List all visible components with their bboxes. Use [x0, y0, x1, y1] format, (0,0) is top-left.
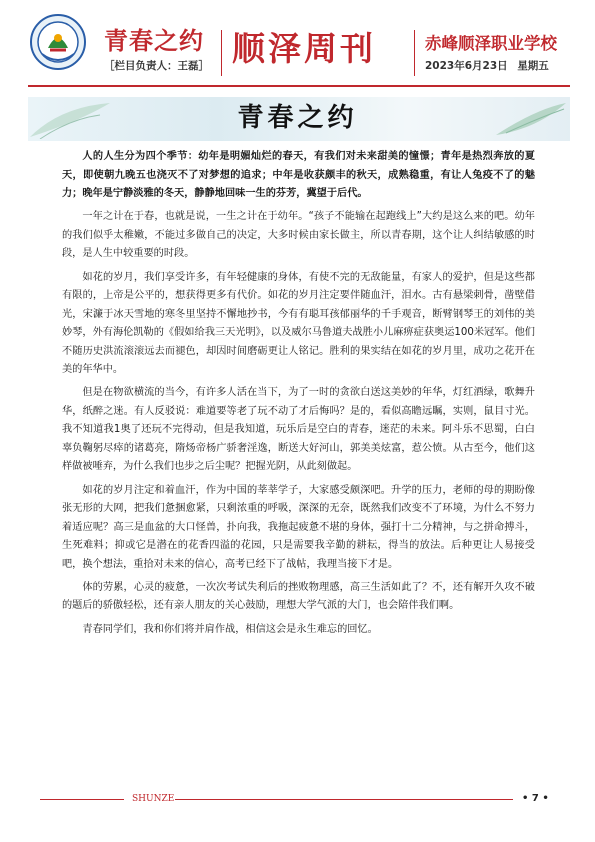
paragraph: 一年之计在于春，也就是说，一生之计在于幼年。“孩子不能输在起跑线上”大约是这么来的吧。幼年的我们似乎太稚嫩，不能过多做自己的决定，大多时候由家长做主，所以青春期，这个让人纠结敏感的时段，是人生中较重要的时段。 [62, 211, 535, 260]
paragraph: 如花的岁月，我们享受许多，有年轻健康的身体，有使不完的无敌能量，有家人的爱护，但是这些都有限的，上帝是公平的，想获得更多有代价。如花的岁月注定要伴随血汗，泪水。古有悬梁刺骨，凿壁借光，宋濂于冰天雪地的寒冬里坚持不懈地抄书，今有有聪耳孩郁丽华的千手观音，断臂钢琴王的刘伟的美妙琴，外有海伦凯勒的《假如给我三天光明》，以及威尔马鲁道夫战胜小儿麻痹症获奥运100米冠军。他们不随历史洪流滚滚远去而褪色，却因时间磨砺更让人铭记。胜利的果实结在如花的岁月里，成功之花开在美的年华中。 [62, 271, 535, 376]
paragraph: 如花的岁月注定和着血汗，作为中国的莘莘学子，大家感受颇深吧。升学的压力，老师的母的期盼像张无形的大网，把我们惫捆愈紧，只剩浓重的呼吸，深深的无奈，既然我们改变不了环境，为什么不努力着适应呢？高三是血盆的大口怪兽，扑向我，我拖起疲惫不堪的身体，强打十二分精神，与之拼命搏斗，生死难料；抑或它是潜在的花香四溢的花园，只是需要我辛勤的耕耘，得当的放法。后种更让人易接受吧，换个想法，重拾对未来的信心，高考已经下了战帖，我理当接下才是。 [62, 484, 535, 570]
paper-name: 顺泽周刊 [232, 29, 376, 68]
weekday-text: 星期五 [517, 60, 549, 72]
page-number: • 7 • [522, 793, 549, 804]
school-emblem-icon [30, 14, 86, 70]
divider-left [221, 30, 222, 76]
masthead [0, 0, 595, 92]
footer-rule-left [40, 799, 124, 800]
paragraph: 但是在物欲横流的当今，有许多人活在当下，为了一时的贪欲白送这美妙的年华，灯红酒绿，歌舞升华，纸醉之迷。有人反驳说：难道要等老了玩不动了才后悔吗？是的，看似高瞻远瞩，实则，鼠目寸光。我不知道我1奥了还玩不完得动，但是我知道，玩乐后是空白的青春，迷茫的未来。阿斗乐不思蜀，白白辜负鞠躬尽瘁的诸葛亮，隋炀帝杨广骄奢淫逸，断送大好河山，郭美美炫富，惹公愤。从古至今，他们这样做被唾弃，为什么我们也步之后尘呢？把握光阴，从此刻做起。 [62, 387, 535, 473]
issue-date [425, 60, 555, 72]
footer-rule-right [175, 799, 513, 800]
paragraph: 青春同学们，我和你们将并肩作战，相信这会是永生难忘的回忆。 [82, 623, 378, 635]
header-rule [28, 85, 570, 87]
article-body [62, 148, 535, 644]
date-text: 2023年6月23日 [425, 60, 508, 72]
column-title: 青春之约 [104, 27, 204, 55]
paragraph: 体的劳累，心灵的疲惫，一次次考试失利后的挫败物理感，高三生活如此了？不，还有解开久攻不破的题后的骄傲轻松，还有亲人朋友的关心鼓励，理想大学气派的大门，也会陪伴我们啊。 [62, 581, 535, 612]
column-editor: ［栏目负责人：王磊］ [104, 60, 209, 72]
article-title: 青春之约 [237, 103, 358, 133]
paragraph: 人的人生分为四个季节：幼年是明媚灿烂的春天，有我们对未来甜美的憧憬；青年是热烈奔放的夏天，即使朝九晚五也浇灭不了对梦想的追求；中年是收获颇丰的秋天，成熟稳重，有让人兔疫不了的魅力；晚年是宁静淡雅的冬天，静静地回味一生的芬芳，冀望于后代。 [62, 151, 535, 199]
footer-tag: SHUNZE [132, 794, 175, 804]
school-name: 赤峰顺泽职业学校 [425, 34, 557, 53]
divider-right [414, 30, 415, 76]
